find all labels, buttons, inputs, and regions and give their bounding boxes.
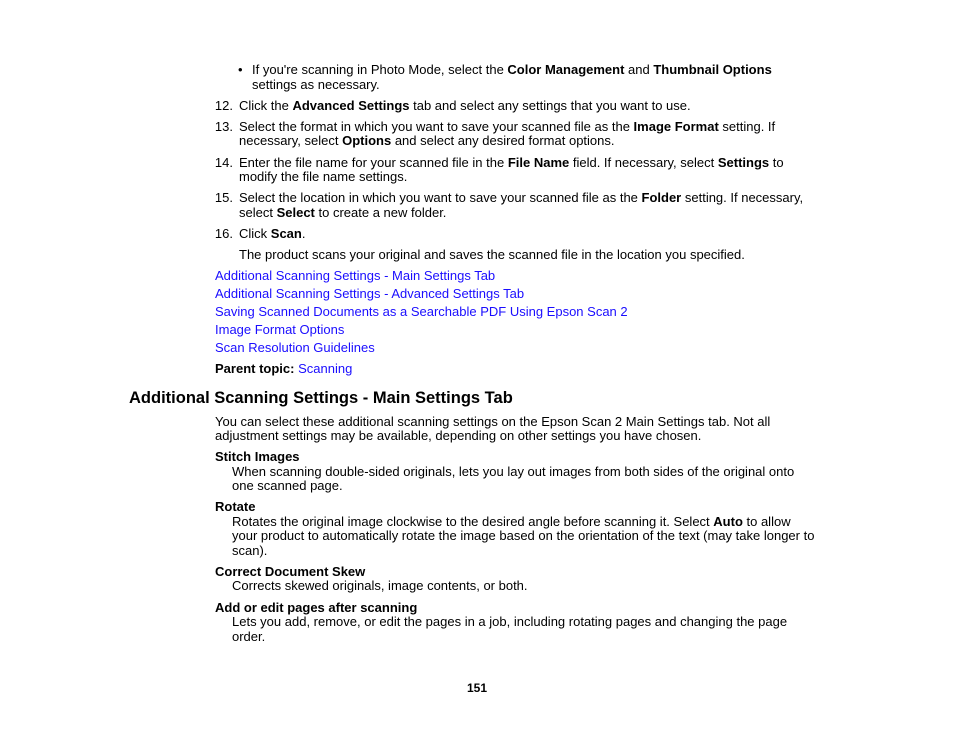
parent-topic-label: Parent topic: <box>215 361 295 376</box>
related-link-image-format[interactable]: Image Format Options <box>215 322 345 337</box>
related-link-scan-resolution[interactable]: Scan Resolution Guidelines <box>215 340 375 355</box>
step-result-text: The product scans your original and saves the scanned file in the location you specified. <box>239 247 745 262</box>
step-15-line-2: select Select to create a new folder. <box>239 205 447 220</box>
step-14-number: 14. <box>214 155 233 170</box>
step-16-number: 16. <box>214 226 233 241</box>
section-heading: Additional Scanning Settings - Main Settings Tab <box>129 389 513 407</box>
step-15-number: 15. <box>214 190 233 205</box>
bullet-marker: • <box>238 62 243 77</box>
term-rotate: Rotate <box>215 499 256 514</box>
parent-topic-link[interactable]: Scanning <box>298 361 353 376</box>
step-12-text: Click the Advanced Settings tab and select any settings that you want to use. <box>239 98 691 113</box>
def-add-edit-pages-line-1: Lets you add, remove, or edit the pages in a job, including rotating pages and changing the page <box>232 614 788 629</box>
step-13-number: 13. <box>214 119 233 134</box>
page-number: 151 <box>466 681 488 695</box>
def-add-edit-pages-line-2: order. <box>232 629 266 644</box>
related-link-advanced-settings[interactable]: Additional Scanning Settings - Advanced Settings Tab <box>215 286 525 301</box>
def-stitch-images-line-1: When scanning double-sided originals, lets you lay out images from both sides of the original onto <box>232 464 795 479</box>
step-16-text: Click Scan. <box>239 226 306 241</box>
step-14-line-1: Enter the file name for your scanned file in the File Name field. If necessary, select Settings to <box>239 155 784 170</box>
step-13-line-2: necessary, select Options and select any desired format options. <box>239 133 615 148</box>
def-rotate-line-1: Rotates the original image clockwise to the desired angle before scanning it. Select Auto to allow <box>232 514 791 529</box>
term-correct-document-skew: Correct Document Skew <box>215 564 366 579</box>
step-12-number: 12. <box>214 98 233 113</box>
parent-topic <box>215 361 352 376</box>
def-rotate-line-2: your product to automatically rotate the image based on the orientation of the text (may take longer to <box>232 528 815 543</box>
related-link-main-settings[interactable]: Additional Scanning Settings - Main Settings Tab <box>215 268 496 283</box>
related-link-searchable-pdf[interactable]: Saving Scanned Documents as a Searchable PDF Using Epson Scan 2 <box>215 304 628 319</box>
step-14-line-2: modify the file name settings. <box>239 169 408 184</box>
def-correct-document-skew: Corrects skewed originals, image contents, or both. <box>232 578 528 593</box>
section-intro-line-2: adjustment settings may be available, depending on other settings you have chosen. <box>215 428 702 443</box>
term-stitch-images: Stitch Images <box>215 449 300 464</box>
term-add-edit-pages: Add or edit pages after scanning <box>215 600 418 615</box>
section-intro-line-1: You can select these additional scanning settings on the Epson Scan 2 Main Settings tab. Not all <box>215 414 771 429</box>
bullet-line-2: settings as necessary. <box>252 77 380 92</box>
step-15-line-1: Select the location in which you want to save your scanned file as the Folder setting. If necessary, <box>239 190 804 205</box>
def-stitch-images-line-2: one scanned page. <box>232 478 343 493</box>
bullet-line-1: If you're scanning in Photo Mode, select the Color Management and Thumbnail Options <box>252 62 772 77</box>
def-rotate-line-3: scan). <box>232 543 268 558</box>
step-13-line-1: Select the format in which you want to save your scanned file as the Image Format setting. If <box>239 119 776 134</box>
